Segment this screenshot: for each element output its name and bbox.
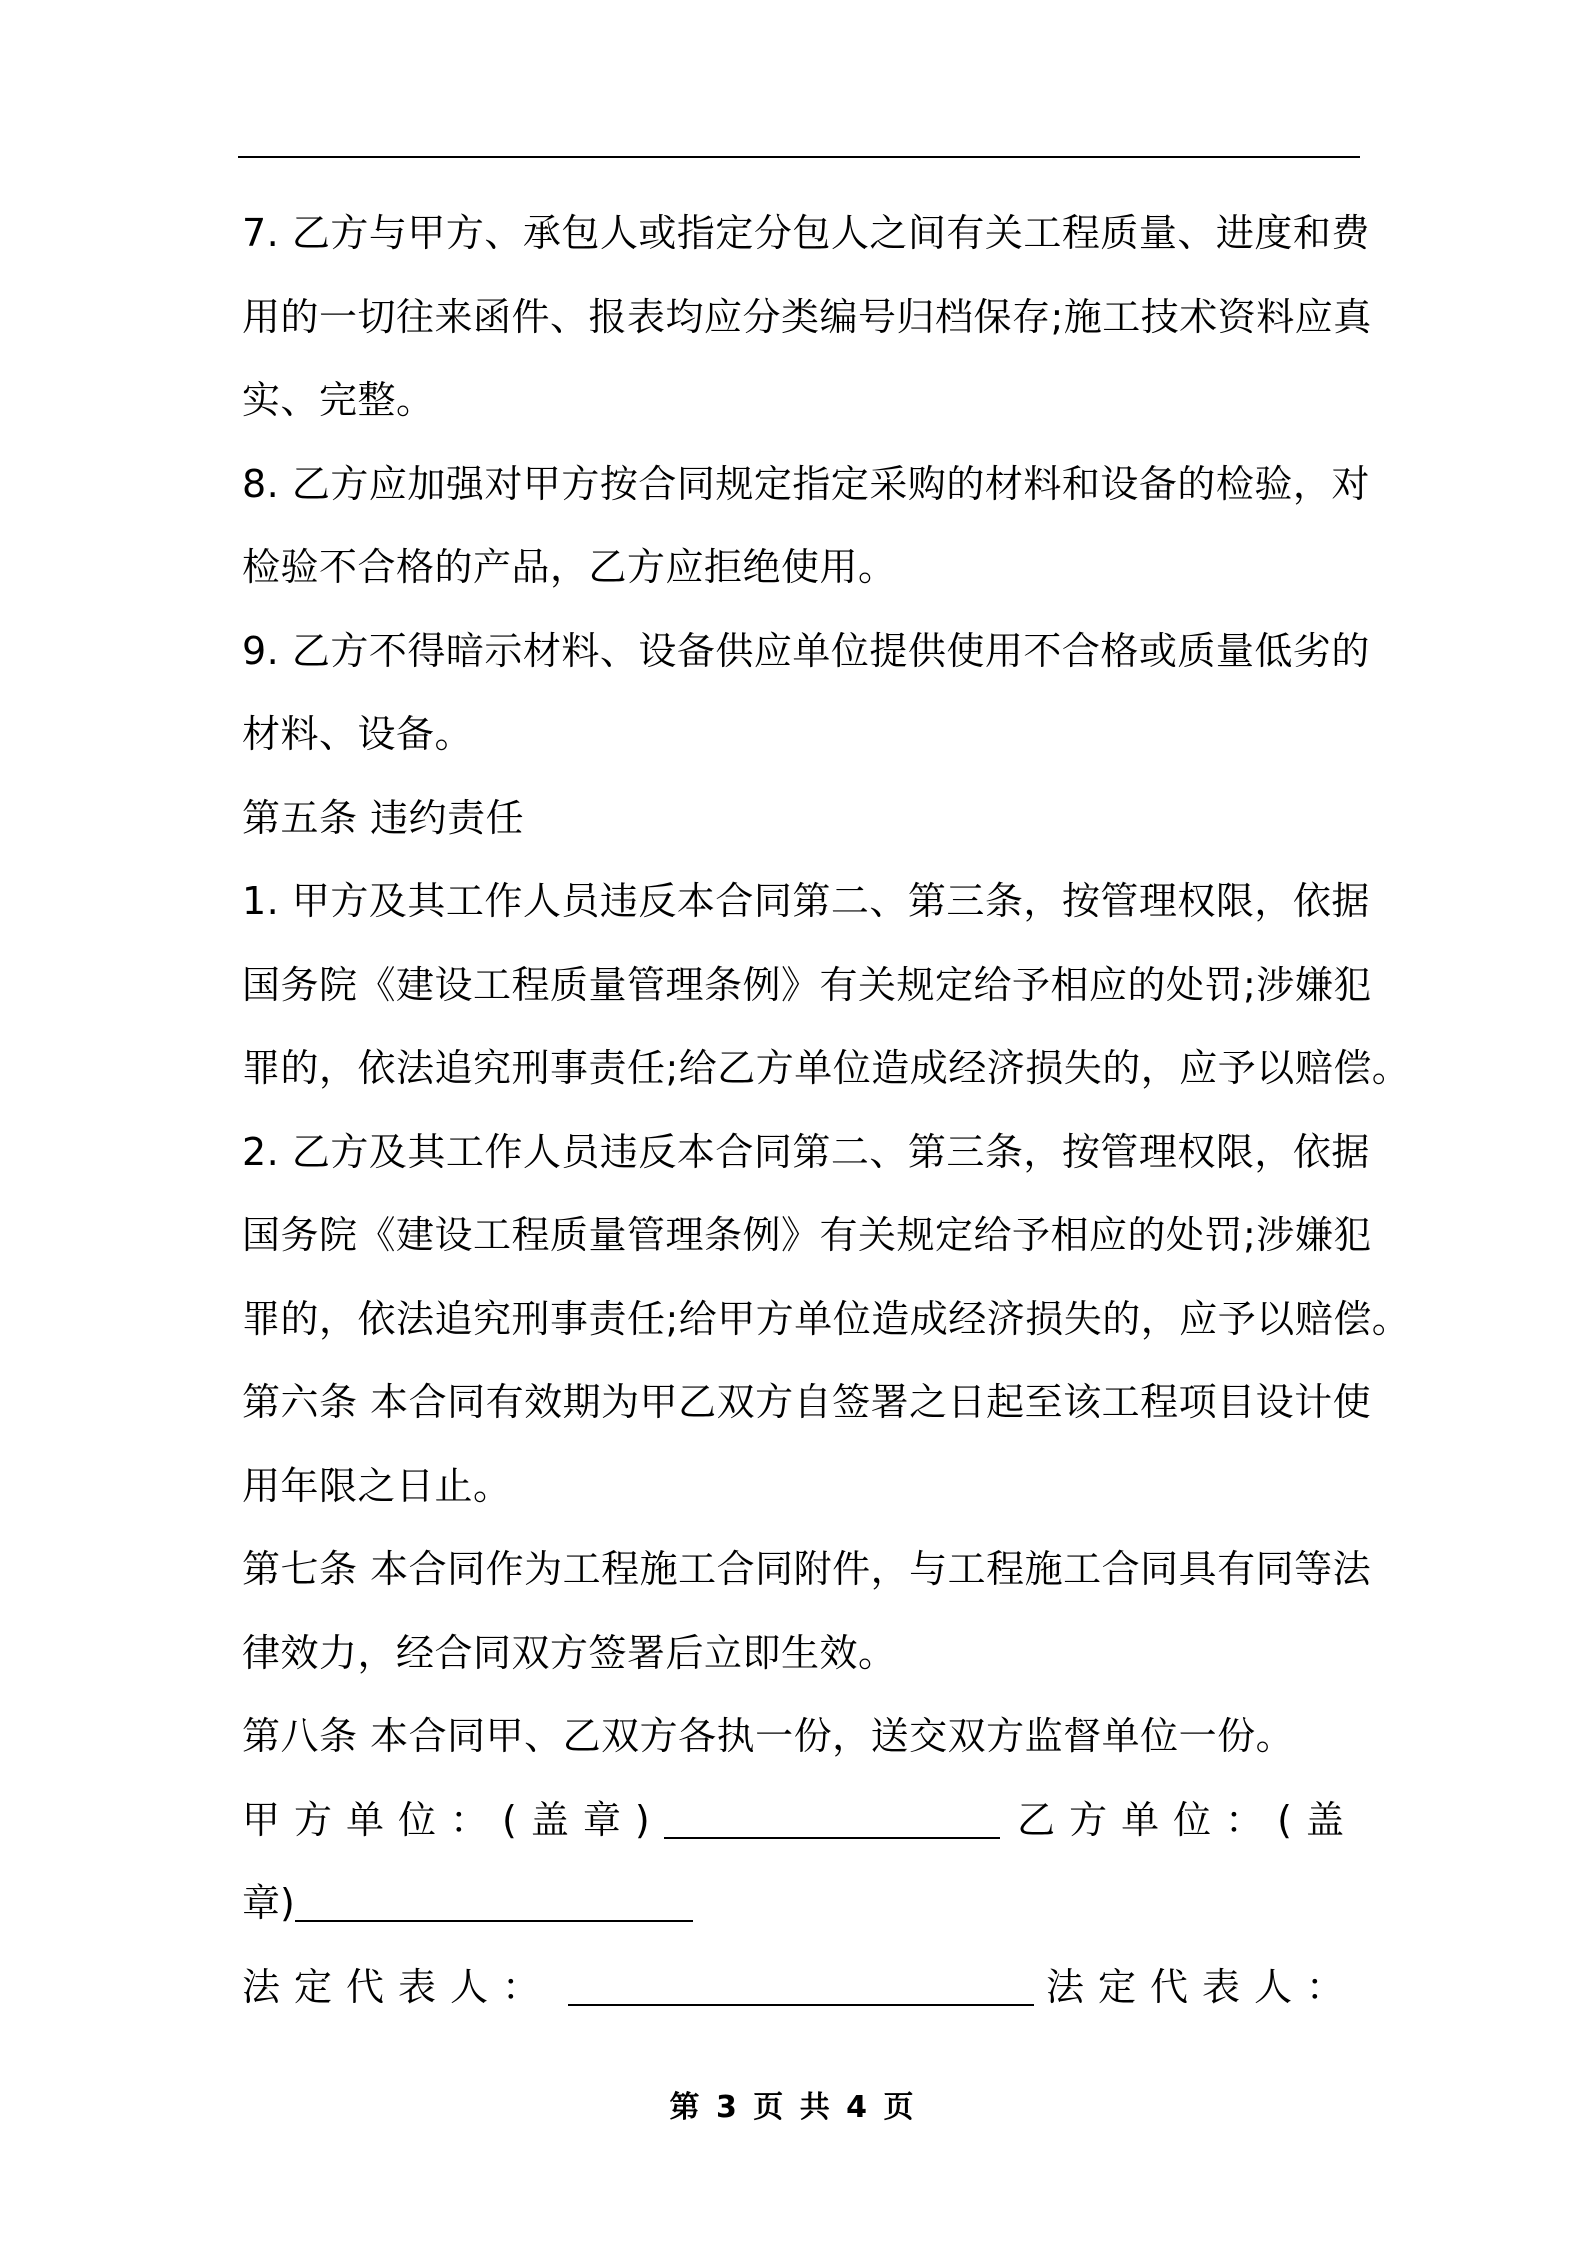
text-line: 第七条 本合同作为工程施工合同附件，与工程施工合同具有同等法 (242, 1547, 1372, 1591)
rep-a-signature (242, 1946, 1034, 2030)
text-line: 国务院《建设工程质量管理条例》有关规定给予相应的处罚;涉嫌犯 (242, 962, 1372, 1007)
text-line: 罪的，依法追究刑事责任;给乙方单位造成经济损失的，应予以赔偿。 (242, 1046, 1411, 1090)
party-b-label: 乙方单位：(盖 (1017, 1797, 1358, 1842)
text-line: 用的一切往来函件、报表均应分类编号归档保存;施工技术资料应真 (242, 294, 1372, 339)
party-a-label: 甲方单位：(盖章) (242, 1797, 664, 1842)
signature-row-party-cont (242, 1862, 1358, 1946)
text-line: 2. 乙方及其工作人员违反本合同第二、第三条，按管理权限，依据 (242, 1129, 1370, 1174)
text-line: 第六条 本合同有效期为甲乙双方自签署之日起至该工程项目设计使 (242, 1380, 1372, 1424)
party-b-label-cont: 章) (242, 1881, 295, 1925)
text-line: 材料、设备。 (242, 712, 474, 756)
text-line: 检验不合格的产品，乙方应拒绝使用。 (242, 545, 897, 589)
text-line: 用年限之日止。 (242, 1463, 512, 1508)
page-number: 第 3 页 共 4 页 (669, 2090, 917, 2125)
rep-a-blank (568, 1964, 1034, 2006)
text-line: 国务院《建设工程质量管理条例》有关规定给予相应的处罚;涉嫌犯 (242, 1213, 1372, 1257)
header-rule (238, 156, 1360, 158)
text-line: 罪的，依法追究刑事责任;给甲方单位造成经济损失的，应予以赔偿。 (242, 1296, 1411, 1341)
rep-a-label: 法定代表人： (242, 1964, 555, 2009)
text-line: 8. 乙方应加强对甲方按合同规定指定采购的材料和设备的检验，对 (242, 461, 1370, 506)
document-body (242, 192, 1411, 2029)
party-a-signature (242, 1779, 1000, 1863)
rep-b-label: 法定代表人： (1045, 1964, 1358, 2009)
signature-row-party (242, 1779, 1358, 1863)
text-line: 1. 甲方及其工作人员违反本合同第二、第三条，按管理权限，依据 (242, 879, 1370, 923)
section-heading: 第五条 违约责任 (242, 795, 525, 840)
text-line: 律效力，经合同双方签署后立即生效。 (242, 1630, 897, 1675)
party-b-blank (295, 1880, 693, 1922)
text-line: 第八条 本合同甲、乙双方各执一份，送交双方监督单位一份。 (242, 1714, 1295, 1758)
party-a-blank (664, 1797, 1000, 1839)
text-line: 9. 乙方不得暗示材料、设备供应单位提供使用不合格或质量低劣的 (242, 628, 1370, 673)
text-line: 实、完整。 (242, 378, 435, 422)
signature-row-rep (242, 1946, 1358, 2030)
text-line: 7. 乙方与甲方、承包人或指定分包人之间有关工程质量、进度和费 (242, 211, 1370, 255)
